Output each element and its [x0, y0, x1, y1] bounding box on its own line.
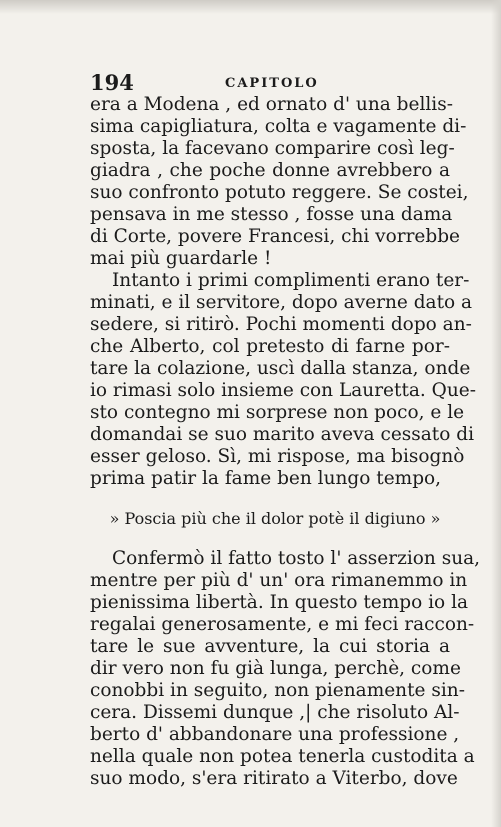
body-text	[90, 94, 481, 790]
spacer	[90, 530, 450, 548]
text-line: sima capigliatura, colta e vagamente di-	[90, 116, 467, 137]
text-line: suo confronto potuto reggere. Se costei,	[90, 182, 469, 203]
text-line: sposta, la facevano comparire così leg-	[90, 138, 455, 159]
page-right-edge	[491, 0, 501, 827]
text-line: di Corte, povere Francesi, chi vorrebbe	[90, 226, 461, 247]
text-line: suo modo, s'era ritirato a Viterbo, dove	[90, 768, 458, 789]
text-line: Confermò il fatto tosto l' asserzion sua,	[112, 548, 481, 569]
verse-quote: » Poscia più che il dolor potè il digiuno »	[109, 509, 441, 528]
text-line: prima patir la fame ben lungo tempo,	[90, 468, 442, 489]
text-line: sto contegno mi sorprese non poco, e le	[90, 402, 465, 423]
text-line: regalai generosamente, e mi feci raccon-	[90, 614, 475, 635]
text-line: mentre per più d' un' ora rimanemmo in	[90, 570, 468, 591]
spacer	[90, 490, 450, 508]
text-line: pienissima libertà. In questo tempo io la	[90, 592, 469, 613]
page-header	[90, 72, 450, 96]
text-line: che Alberto, col pretesto di farne por-	[90, 336, 450, 357]
page-top-shadow	[0, 0, 501, 14]
text-line: esser geloso. Sì, mi rispose, ma bisognò	[90, 446, 465, 467]
text-line: giadra , che poche donne avrebbero a	[90, 160, 450, 181]
text-line: domandai se suo marito aveva cessato di	[90, 424, 475, 445]
text-line: mai più guardarle !	[90, 248, 272, 269]
text-line: tare le sue avventure, la cui storia a	[90, 636, 450, 657]
text-line: berto d' abbandonare una professione ,	[90, 724, 460, 745]
text-line: nella quale non potea tenerla custodita a	[90, 746, 475, 767]
text-line: Intanto i primi complimenti erano ter-	[112, 270, 470, 291]
text-line: tare la colazione, uscì dalla stanza, onde	[90, 358, 471, 379]
text-line: conobbi in seguito, non pienamente sin-	[90, 680, 465, 701]
text-line: pensava in me stesso , fosse una dama	[90, 204, 453, 225]
text-line: sedere, si ritirò. Pochi momenti dopo an-	[90, 314, 472, 335]
text-line: dir vero non fu già lunga, perchè, come	[90, 658, 461, 679]
text-line: cera. Dissemi dunque ,| che risoluto Al-	[90, 702, 460, 723]
text-line: era a Modena , ed ornato d' una bellis-	[90, 94, 453, 115]
page-number: 194	[90, 70, 134, 95]
text-line: minati, e il servitore, dopo averne dato a	[90, 292, 473, 313]
running-head: CAPITOLO	[225, 76, 319, 91]
text-line: io rimasi solo insieme con Lauretta. Que-	[90, 380, 476, 401]
